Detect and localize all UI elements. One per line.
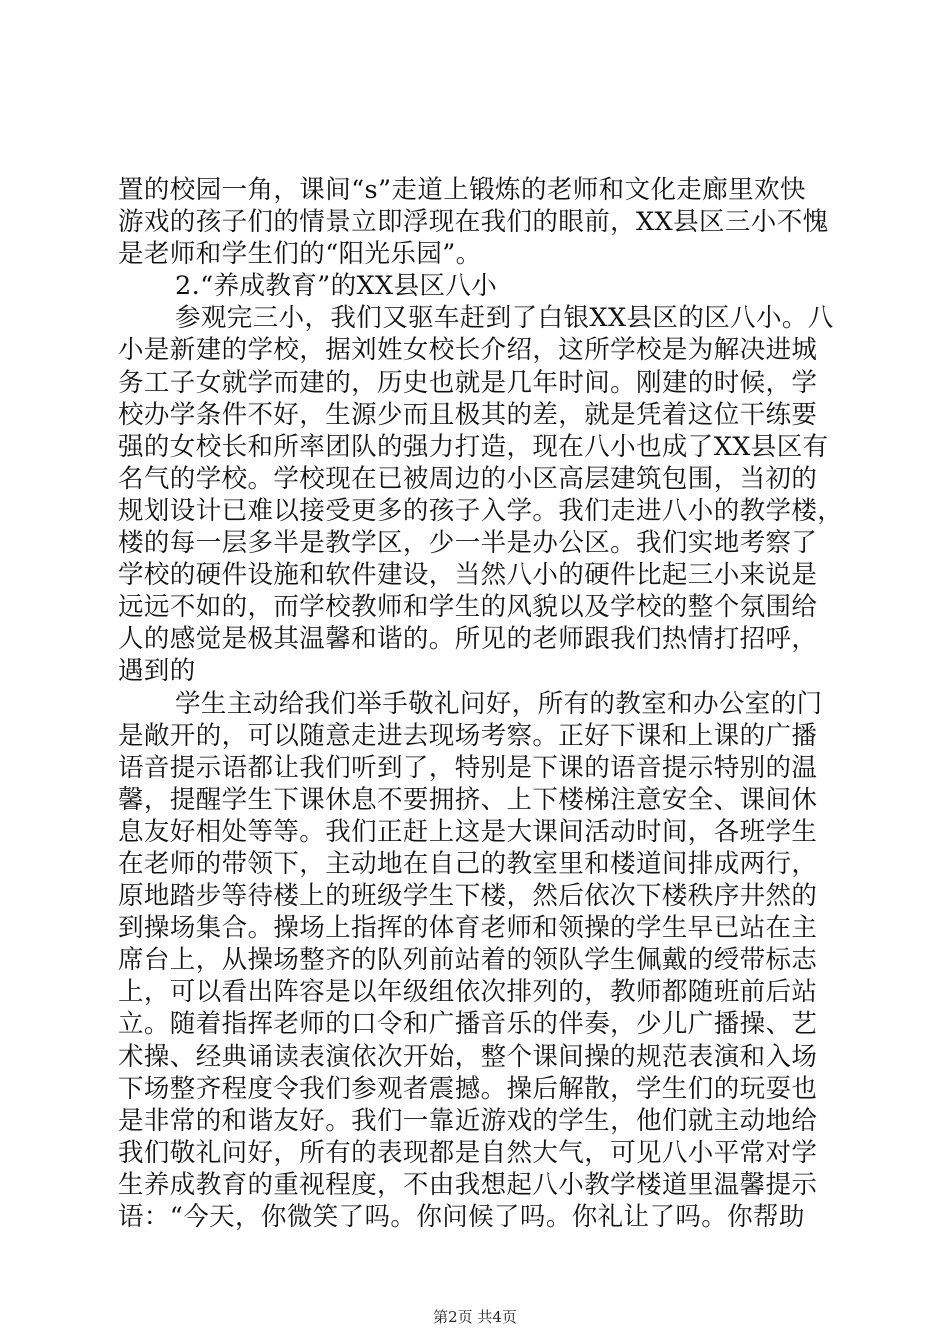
text-line: 原地踏步等待楼上的班级学生下楼，然后依次下楼秩序井然的 bbox=[118, 881, 818, 912]
section-heading: 2.“养成教育”的XX县区八小 bbox=[175, 271, 498, 302]
text-line: 小是新建的学校，据刘姓女校长介绍，这所学校是为解决进城 bbox=[118, 335, 818, 366]
body-text bbox=[118, 174, 844, 1233]
text-line: 置的校园一角，课间“s”走道上锻炼的老师和文化走廊里欢快 bbox=[118, 175, 806, 205]
text-line: 务工子女就学而建的，历史也就是几年时间。刚建的时候，学 bbox=[118, 367, 818, 398]
text-line: 我们敬礼问好，所有的表现都是自然大气，可见八小平常对学 bbox=[118, 1137, 818, 1168]
text-line: 在老师的带领下，主动地在自己的教室里和楼道间排成两行， bbox=[118, 848, 818, 879]
text-line: 学生主动给我们举手敬礼问好，所有的教室和办公室的门 bbox=[175, 688, 823, 719]
text-line: 语：“今天，你微笑了吗。你问候了吗。你礼让了吗。你帮助 bbox=[118, 1202, 805, 1232]
text-line: 参观完三小，我们又驱车赶到了白银XX县区的区八小。八 bbox=[175, 303, 834, 334]
text-line: 生养成教育的重视程度，不由我想起八小教学楼道里温馨提示 bbox=[118, 1169, 818, 1200]
text-line: 是非常的和谐友好。我们一靠近游戏的学生，他们就主动地给 bbox=[118, 1105, 818, 1136]
page-footer: 第2页 共4页 bbox=[433, 1308, 517, 1326]
text-line: 下场整齐程度令我们参观者震撼。操后解散，学生们的玩耍也 bbox=[118, 1073, 818, 1104]
text-line: 人的感觉是极其温馨和谐的。所见的老师跟我们热情打招呼， bbox=[118, 624, 818, 655]
text-line: 上，可以看出阵容是以年级组依次排列的，教师都随班前后站 bbox=[118, 977, 818, 1008]
text-line: 息友好相处等等。我们正赶上这是大课间活动时间，各班学生 bbox=[118, 816, 818, 847]
text-line: 强的女校长和所率团队的强力打造，现在八小也成了XX县区有 bbox=[118, 431, 829, 462]
text-line: 到操场集合。操场上指挥的体育老师和领操的学生早已站在主 bbox=[118, 913, 818, 944]
text-line: 立。随着指挥老师的口令和广播音乐的伴奏，少儿广播操、艺 bbox=[118, 1009, 818, 1040]
text-line: 术操、经典诵读表演依次开始，整个课间操的规范表演和入场 bbox=[118, 1041, 818, 1072]
text-line: 语音提示语都让我们听到了，特别是下课的语音提示特别的温 bbox=[118, 752, 818, 783]
text-line: 是敞开的，可以随意走进去现场考察。正好下课和上课的广播 bbox=[118, 720, 818, 751]
text-line: 楼的每一层多半是教学区，少一半是办公区。我们实地考察了 bbox=[118, 528, 818, 559]
text-line: 规划设计已难以接受更多的孩子入学。我们走进八小的教学楼， bbox=[118, 495, 844, 526]
text-line: 校办学条件不好，生源少而且极其的差，就是凭着这位干练要 bbox=[118, 399, 818, 430]
text-line: 席台上，从操场整齐的队列前站着的领队学生佩戴的绶带标志 bbox=[118, 945, 818, 976]
text-line: 名气的学校。学校现在已被周边的小区高层建筑包围，当初的 bbox=[118, 463, 818, 494]
text-line: 是老师和学生们的“阳光乐园”。 bbox=[118, 239, 482, 270]
text-line: 游戏的孩子们的情景立即浮现在我们的眼前，XX县区三小不愧 bbox=[118, 207, 829, 238]
text-line: 远远不如的，而学校教师和学生的风貌以及学校的整个氛围给 bbox=[118, 592, 818, 623]
text-line: 遇到的 bbox=[118, 656, 196, 687]
text-line: 馨，提醒学生下课休息不要拥挤、上下楼梯注意安全、课间休 bbox=[118, 784, 818, 815]
text-line: 学校的硬件设施和软件建设，当然八小的硬件比起三小来说是 bbox=[118, 560, 818, 591]
